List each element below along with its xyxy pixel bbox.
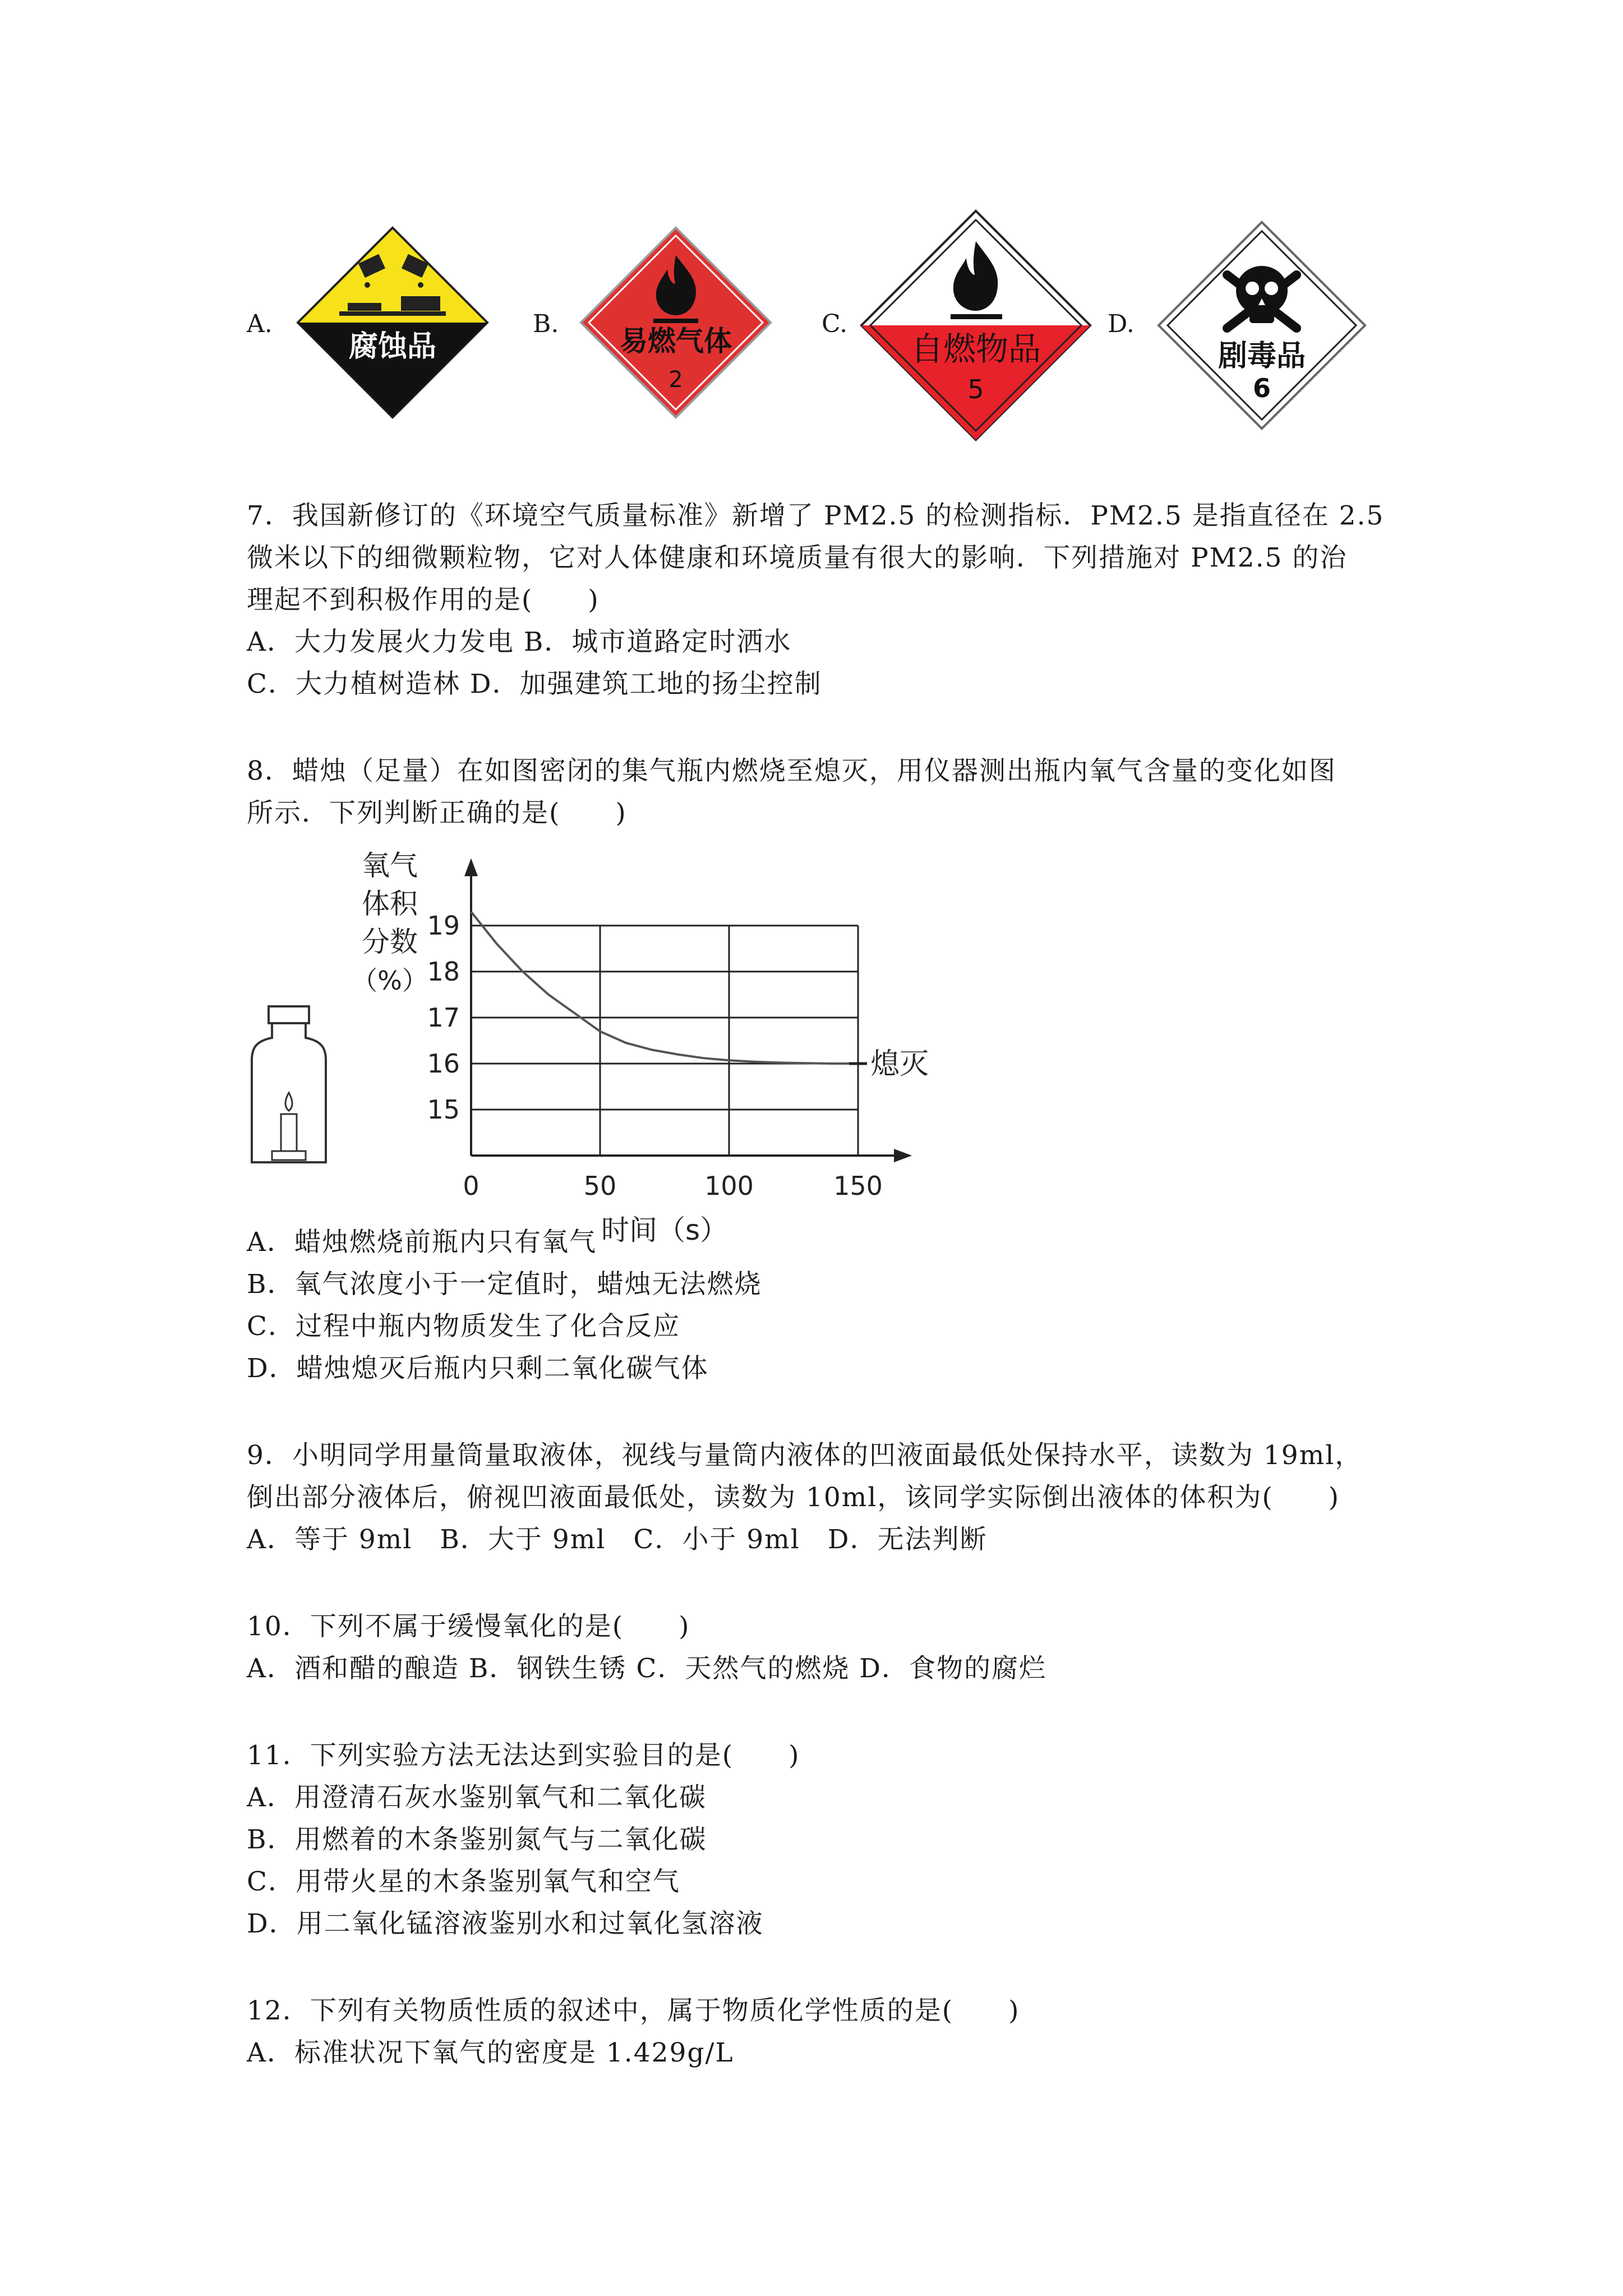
toxic-class-number: 6	[1252, 373, 1271, 403]
y-tick-label: 15	[427, 1094, 460, 1125]
toxic-sign	[1155, 219, 1368, 432]
question-9-stem-line-2: 倒出部分液体后，俯视凹液面最低处，读数为 10ml，该同学实际倒出液体的体积为( )	[247, 1482, 1340, 1513]
question-11-option-d[interactable]: D．用二氧化锰溶液鉴别水和过氧化氢溶液	[247, 1908, 764, 1939]
y-tick-label: 16	[427, 1048, 460, 1079]
y-axis-label-line-2: 体积	[362, 887, 418, 920]
x-tick-label: 0	[463, 1171, 479, 1201]
gas-jar-with-candle	[250, 1004, 328, 1167]
question-11-option-a[interactable]: A．用澄清石灰水鉴别氧气和二氧化碳	[247, 1782, 707, 1813]
option-label-c[interactable]: C.	[822, 310, 848, 338]
option-label-b[interactable]: B.	[533, 310, 559, 338]
question-11-stem: 11．下列实验方法无法达到实验目的是( )	[247, 1740, 800, 1771]
question-10-stem: 10．下列不属于缓慢氧化的是( )	[247, 1611, 690, 1642]
x-axis-label: 时间（s）	[601, 1214, 728, 1246]
option-label-d[interactable]: D.	[1108, 310, 1135, 338]
question-10-options[interactable]: A．酒和醋的酿造 B．钢铁生锈 C．天然气的燃烧 D．食物的腐烂	[247, 1653, 1046, 1684]
y-tick-label: 17	[427, 1002, 460, 1033]
spontaneous-combustion-sign	[858, 208, 1094, 443]
chart-ticks	[427, 910, 882, 1201]
y-axis-label-line-3: 分数	[362, 926, 418, 958]
chart-series	[471, 912, 867, 1064]
x-tick-label: 150	[833, 1171, 883, 1201]
question-7-options-line-2[interactable]: C．大力植树造林 D．加强建筑工地的扬尘控制	[247, 669, 822, 700]
chart-grid	[471, 926, 858, 1156]
spontaneous-combustion-class-number: 5	[967, 374, 984, 404]
oxygen-volume-chart	[336, 841, 976, 1246]
question-8-option-c[interactable]: C．过程中瓶内物质发生了化合反应	[247, 1311, 680, 1342]
x-tick-label: 50	[583, 1171, 617, 1201]
question-7-stem-line-2: 微米以下的细微颗粒物，它对人体健康和环境质量有很大的影响．下列措施对 PM2.5 的治	[247, 542, 1348, 573]
candle-icon	[272, 1093, 306, 1160]
y-axis-label-line-4: （%）	[352, 965, 428, 996]
y-axis-label-line-1: 氧气	[362, 849, 418, 882]
question-8-stem-line-1: 8．蜡烛（足量）在如图密闭的集气瓶内燃烧至熄灭，用仪器测出瓶内氧气含量的变化如图	[247, 756, 1336, 786]
toxic-sign-text: 剧毒品	[1218, 339, 1306, 373]
question-8-option-b[interactable]: B．氧气浓度小于一定值时，蜡烛无法燃烧	[247, 1269, 762, 1300]
question-9-options[interactable]: A．等于 9ml B．大于 9ml C．小于 9ml D．无法判断	[247, 1524, 988, 1555]
flammable-gas-class-number: 2	[668, 367, 683, 393]
flammable-gas-sign	[578, 224, 774, 421]
flammable-gas-sign-text: 易燃气体	[620, 325, 732, 357]
question-7-stem-line-3: 理起不到积极作用的是( )	[247, 585, 600, 615]
spontaneous-combustion-sign-text: 自燃物品	[910, 330, 1041, 368]
question-8-option-a[interactable]: A．蜡烛燃烧前瓶内只有氧气	[247, 1227, 597, 1258]
question-12-stem: 12．下列有关物质性质的叙述中，属于物质化学性质的是( )	[247, 1995, 1020, 2026]
question-12-option-a[interactable]: A．标准状况下氧气的密度是 1.429g/L	[247, 2037, 734, 2068]
question-7-stem-line-1: 7．我国新修订的《环境空气质量标准》新增了 PM2.5 的检测指标．PM2.5 是指直径在 2.5	[247, 500, 1385, 531]
question-7-options-line-1[interactable]: A．大力发展火力发电 B．城市道路定时洒水	[247, 627, 792, 657]
question-8-stem-line-2: 所示．下列判断正确的是( )	[247, 798, 627, 829]
option-label-a[interactable]: A.	[247, 310, 273, 338]
oxygen-curve-line	[471, 912, 858, 1064]
question-11-option-b[interactable]: B．用燃着的木条鉴别氮气与二氧化碳	[247, 1824, 707, 1855]
y-tick-label: 19	[427, 910, 460, 941]
x-tick-label: 100	[704, 1171, 754, 1201]
x-axis-arrow-icon	[894, 1149, 912, 1162]
chart-axes	[464, 858, 912, 1162]
question-11-option-c[interactable]: C．用带火星的木条鉴别氧气和空气	[247, 1866, 680, 1897]
question-8-option-d[interactable]: D．蜡烛熄灭后瓶内只剩二氧化碳气体	[247, 1353, 709, 1384]
question-9-stem-line-1: 9．小明同学用量筒量取液体，视线与量筒内液体的凹液面最低处保持水平，读数为 19ml，	[247, 1440, 1363, 1471]
y-axis-arrow-icon	[464, 858, 478, 876]
y-tick-label: 18	[427, 956, 460, 987]
extinguished-annotation: 熄灭	[870, 1047, 929, 1081]
corrosive-sign-text: 腐蚀品	[348, 330, 437, 364]
corrosive-sign	[294, 224, 491, 421]
